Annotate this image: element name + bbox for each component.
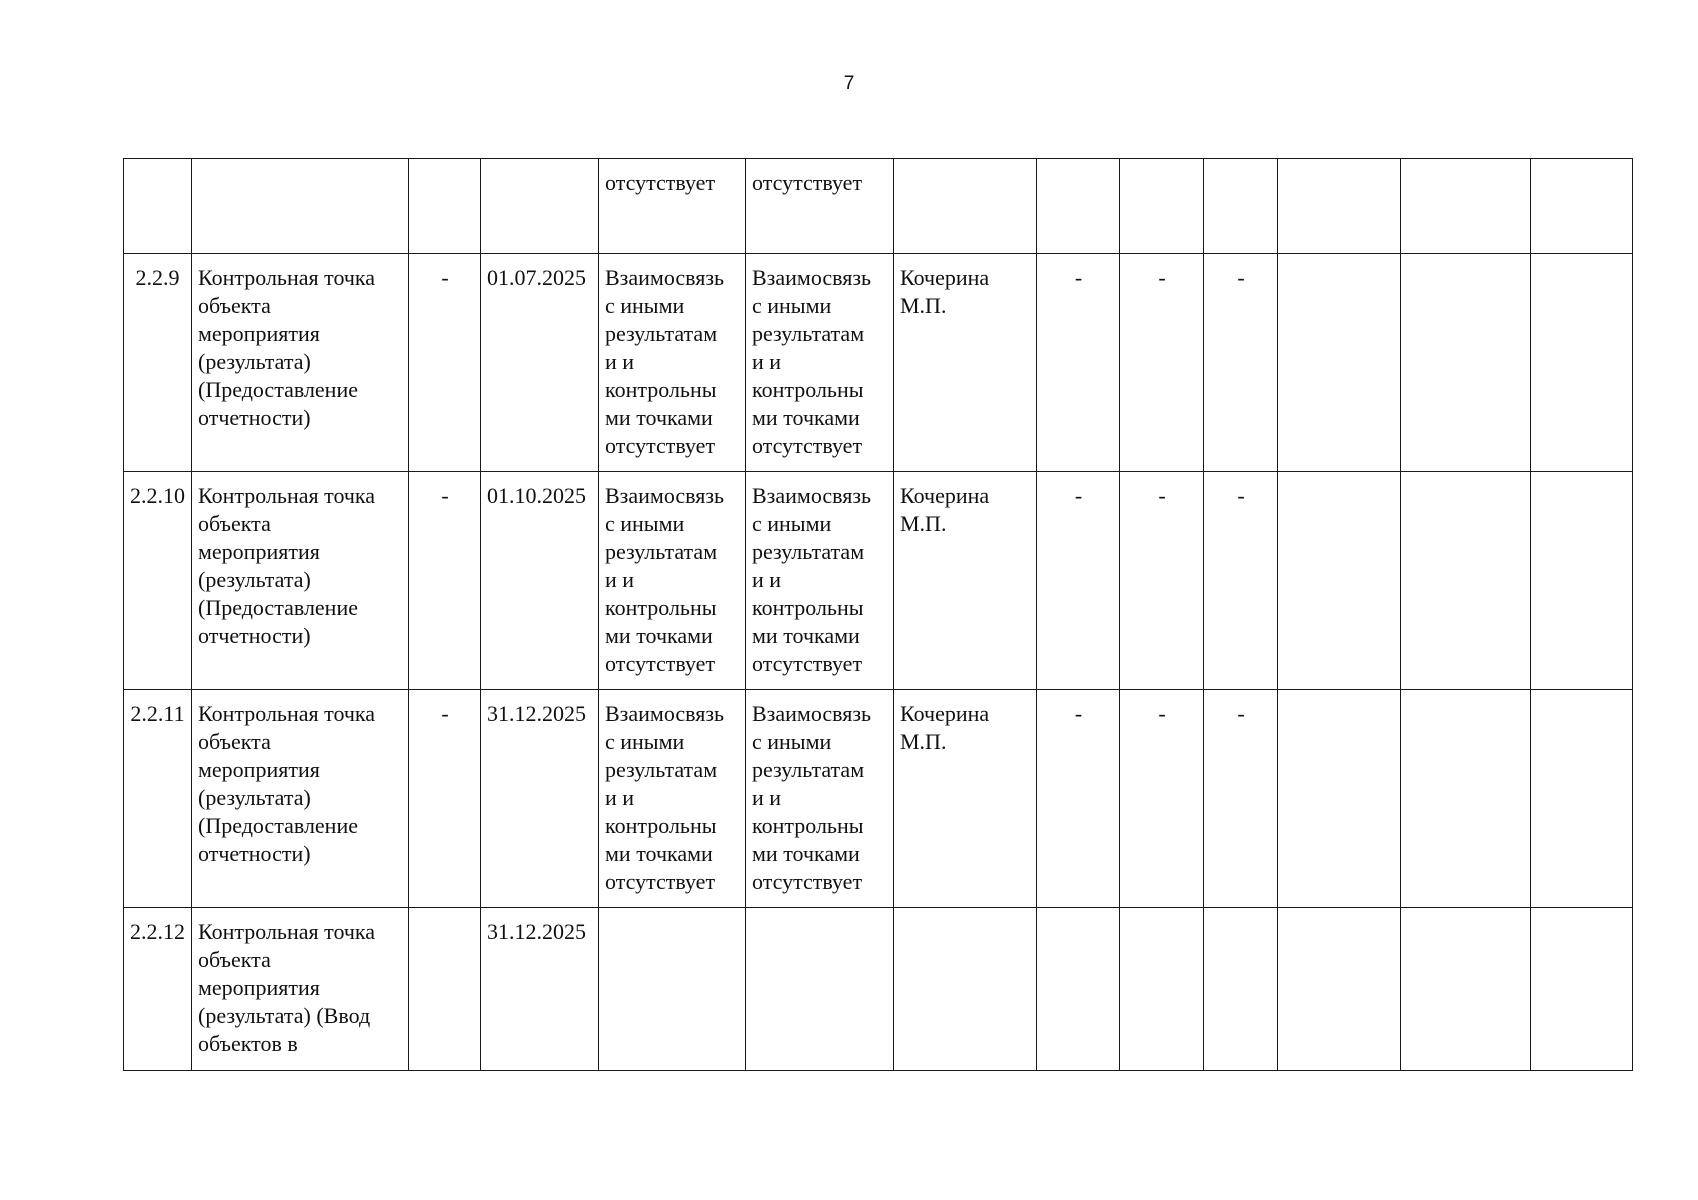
cell-number: 2.2.10 [124, 472, 192, 690]
cell-link1: отсутствует [599, 159, 746, 254]
cell-responsible: Кочерина М.П. [894, 690, 1037, 908]
cell-col10: - [1204, 472, 1278, 690]
cell-col13 [1531, 908, 1633, 1071]
cell-col8 [1037, 908, 1120, 1071]
cell-link2: Взаимосвязь с иными результатам и и контрольны ми точками отсутствует [746, 690, 894, 908]
cell-col11 [1278, 908, 1401, 1071]
cell-date [481, 159, 599, 254]
cell-col13 [1531, 472, 1633, 690]
cell-responsible [894, 159, 1037, 254]
page-number: 7 [843, 73, 855, 94]
table-row [124, 472, 1633, 690]
cell-number [124, 159, 192, 254]
cell-date: 31.12.2025 [481, 690, 599, 908]
cell-col10: - [1204, 254, 1278, 472]
cell-col9: - [1120, 690, 1204, 908]
cell-col12 [1401, 159, 1531, 254]
cell-col3 [409, 159, 481, 254]
cell-col8 [1037, 159, 1120, 254]
cell-col12 [1401, 254, 1531, 472]
cell-col11 [1278, 159, 1401, 254]
cell-responsible: Кочерина М.П. [894, 472, 1037, 690]
cell-col3: - [409, 472, 481, 690]
cell-col13 [1531, 254, 1633, 472]
cell-col10: - [1204, 690, 1278, 908]
cell-col8: - [1037, 472, 1120, 690]
cell-col13 [1531, 159, 1633, 254]
cell-col8: - [1037, 690, 1120, 908]
cell-col3 [409, 908, 481, 1071]
cell-name: Контрольная точка объекта мероприятия (результата) (Предоставление отчетности) [192, 690, 409, 908]
cell-col9: - [1120, 254, 1204, 472]
cell-col12 [1401, 908, 1531, 1071]
cell-col13 [1531, 690, 1633, 908]
cell-link1: Взаимосвязь с иными результатам и и контрольны ми точками отсутствует [599, 254, 746, 472]
cell-col3: - [409, 690, 481, 908]
cell-col10 [1204, 908, 1278, 1071]
cell-col11 [1278, 690, 1401, 908]
cell-number: 2.2.9 [124, 254, 192, 472]
cell-link2: отсутствует [746, 159, 894, 254]
cell-link1: Взаимосвязь с иными результатам и и контрольны ми точками отсутствует [599, 690, 746, 908]
table-row [124, 908, 1633, 1071]
cell-col9: - [1120, 472, 1204, 690]
cell-link1: Взаимосвязь с иными результатам и и контрольны ми точками отсутствует [599, 472, 746, 690]
control-points-table [123, 158, 1633, 1071]
cell-name [192, 159, 409, 254]
cell-date: 01.10.2025 [481, 472, 599, 690]
cell-name: Контрольная точка объекта мероприятия (результата) (Предоставление отчетности) [192, 472, 409, 690]
table-row [124, 254, 1633, 472]
cell-link2: Взаимосвязь с иными результатам и и контрольны ми точками отсутствует [746, 472, 894, 690]
cell-col10 [1204, 159, 1278, 254]
cell-name: Контрольная точка объекта мероприятия (результата) (Ввод объектов в [192, 908, 409, 1071]
cell-col9 [1120, 159, 1204, 254]
cell-col11 [1278, 472, 1401, 690]
cell-link1 [599, 908, 746, 1071]
table-body [124, 159, 1633, 1071]
table-row [124, 159, 1633, 254]
cell-col9 [1120, 908, 1204, 1071]
cell-link2: Взаимосвязь с иными результатам и и контрольны ми точками отсутствует [746, 254, 894, 472]
cell-col3: - [409, 254, 481, 472]
cell-link2 [746, 908, 894, 1071]
cell-number: 2.2.11 [124, 690, 192, 908]
cell-responsible [894, 908, 1037, 1071]
cell-col12 [1401, 690, 1531, 908]
cell-name: Контрольная точка объекта мероприятия (результата) (Предоставление отчетности) [192, 254, 409, 472]
cell-date: 31.12.2025 [481, 908, 599, 1071]
cell-col12 [1401, 472, 1531, 690]
table-row [124, 690, 1633, 908]
cell-date: 01.07.2025 [481, 254, 599, 472]
cell-col8: - [1037, 254, 1120, 472]
cell-responsible: Кочерина М.П. [894, 254, 1037, 472]
cell-number: 2.2.12 [124, 908, 192, 1071]
cell-col11 [1278, 254, 1401, 472]
